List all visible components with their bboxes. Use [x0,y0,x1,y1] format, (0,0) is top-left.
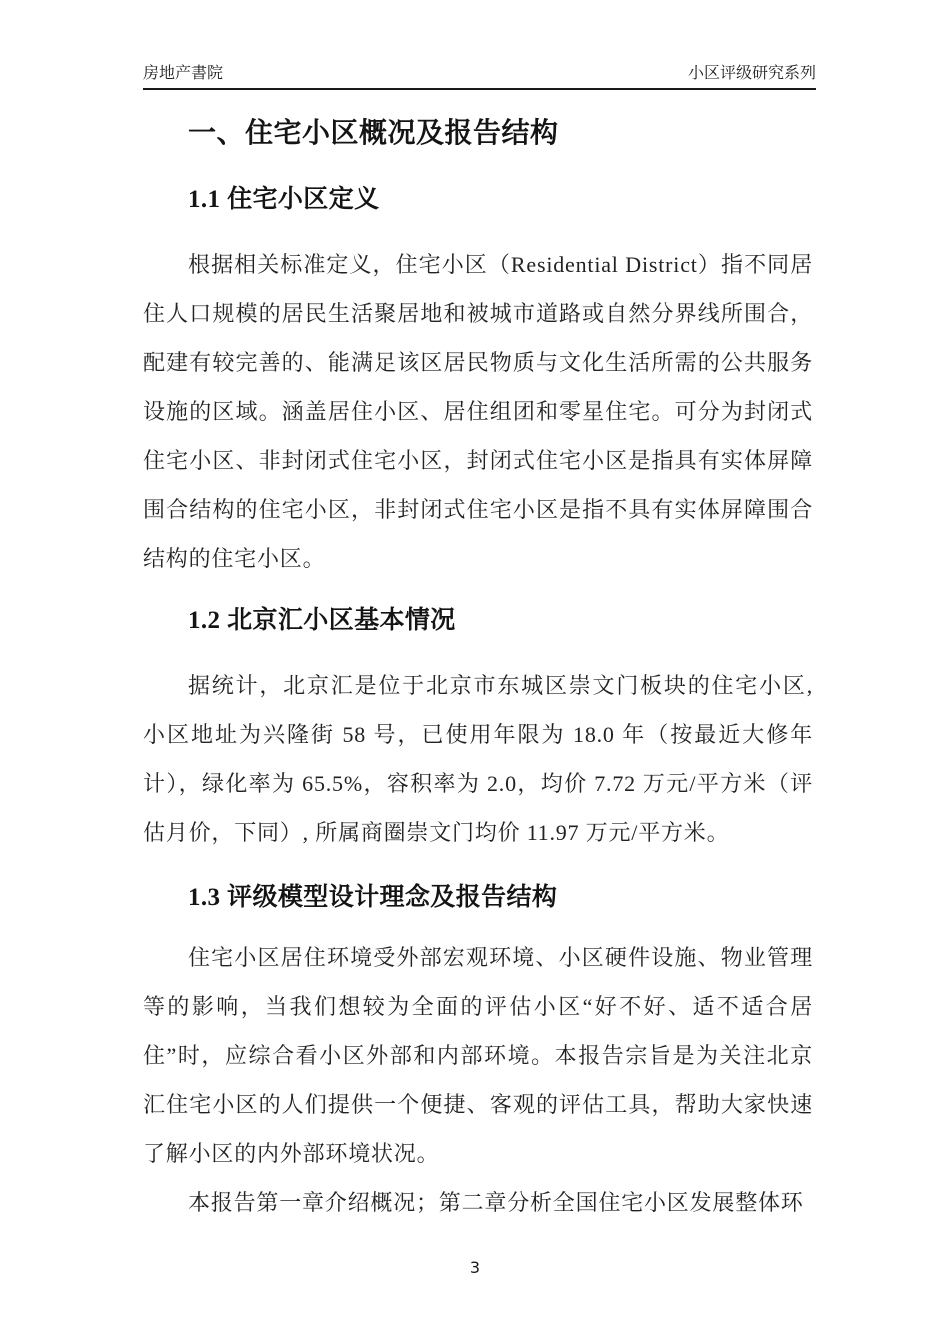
header-left-text: 房地产書院 [143,65,224,82]
paragraph-report-structure: 本报告第一章介绍概况；第二章分析全国住宅小区发展整体环 [188,1190,804,1215]
header-right-text: 小区评级研究系列 [687,65,816,82]
section-heading-1-2: 1.2 北京汇小区基本情况 [188,607,456,634]
paragraph-model-concept: 住宅小区居住环境受外部宏观环境、小区硬件设施、物业管理等的影响，当我们想较为全面的评估小区“好不好、适不适合居住”时，应综合看小区外部和内部环境。本报告宗旨是为关注北京汇住宅小区的人们提供一个便捷、客观的评估工具，帮助大家快速了解小区的内外部环境状况。 [143,945,813,1166]
section-heading-1-3: 1.3 评级模型设计理念及报告结构 [188,884,558,911]
paragraph-basic-info: 据统计，北京汇是位于北京市东城区崇文门板块的住宅小区, 小区地址为兴隆街 58 号，已使用年限为 18.0 年（按最近大修年计），绿化率为 65.5%，容积率为 2.0，均价 7.72 万元/平方米（评估月价，下同）, 所属商圈崇文门均价 11.97 万元/平方米。 [143,673,813,845]
running-header [143,63,816,90]
page-number: 3 [469,1258,481,1277]
section-heading-1-1: 1.1 住宅小区定义 [188,186,380,213]
paragraph-definition: 根据相关标准定义，住宅小区（Residential District）指不同居住人口规模的居民生活聚居地和被城市道路或自然分界线所围合，配建有较完善的、能满足该区居民物质与文化生活所需的公共服务设施的区域。涵盖居住小区、居住组团和零星住宅。可分为封闭式住宅小区、非封闭式住宅小区，封闭式住宅小区是指具有实体屏障围合结构的住宅小区，非封闭式住宅小区是指不具有实体屏障围合结构的住宅小区。 [143,252,813,571]
chapter-title: 一、住宅小区概况及报告结构 [188,118,559,149]
